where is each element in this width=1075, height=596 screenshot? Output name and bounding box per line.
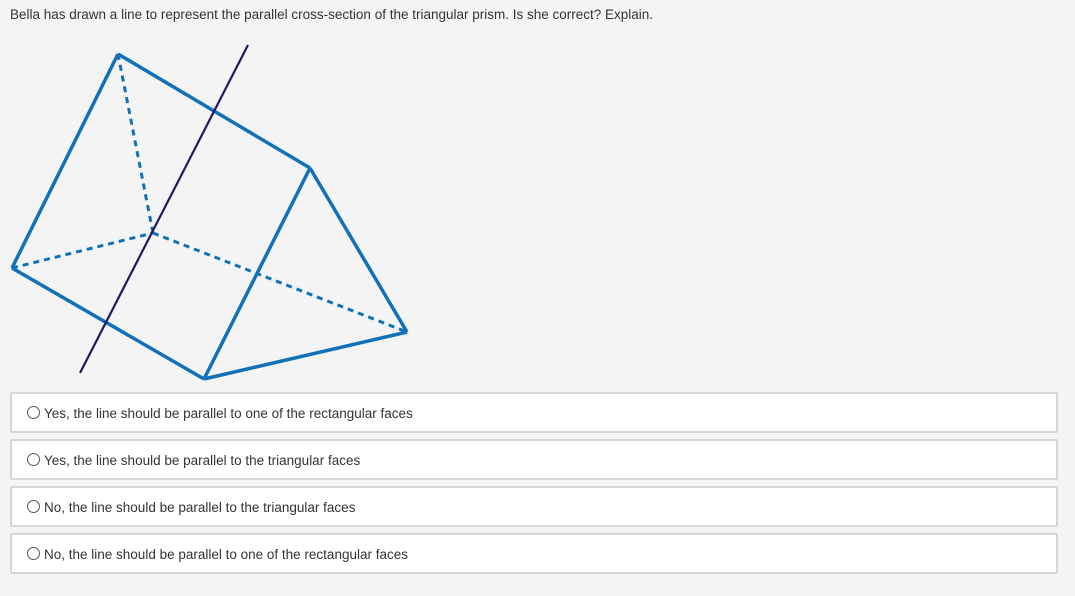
answer-options xyxy=(10,392,1058,580)
answer-option-1[interactable] xyxy=(10,392,1058,433)
prism-edge xyxy=(204,168,310,379)
radio-button[interactable] xyxy=(27,547,40,560)
radio-button[interactable] xyxy=(27,453,40,466)
answer-option-label: Yes, the line should be parallel to one of the rectangular faces xyxy=(44,406,413,421)
radio-button[interactable] xyxy=(27,500,40,513)
answer-option-label: Yes, the line should be parallel to the triangular faces xyxy=(44,453,361,468)
answer-option-4[interactable] xyxy=(10,533,1058,574)
radio-button[interactable] xyxy=(27,406,40,419)
cross-section-line xyxy=(80,45,248,373)
prism-edge xyxy=(12,268,204,379)
hidden-edge-top-to-back xyxy=(118,54,153,233)
answer-option-label: No, the line should be parallel to one of the rectangular faces xyxy=(44,547,408,562)
question-text: Bella has drawn a line to represent the parallel cross-section of the triangular prism. Is she correct? Explain. xyxy=(10,7,654,22)
answer-option-label: No, the line should be parallel to the triangular faces xyxy=(44,500,356,515)
prism-edge xyxy=(204,332,407,379)
hidden-edge-back-to-right xyxy=(153,233,407,332)
answer-option-2[interactable] xyxy=(10,439,1058,480)
prism-edge xyxy=(310,168,407,332)
answer-option-3[interactable] xyxy=(10,486,1058,527)
prism-edge xyxy=(12,54,118,268)
triangular-prism-figure xyxy=(0,30,420,390)
hidden-edge-left-to-back xyxy=(12,233,153,268)
